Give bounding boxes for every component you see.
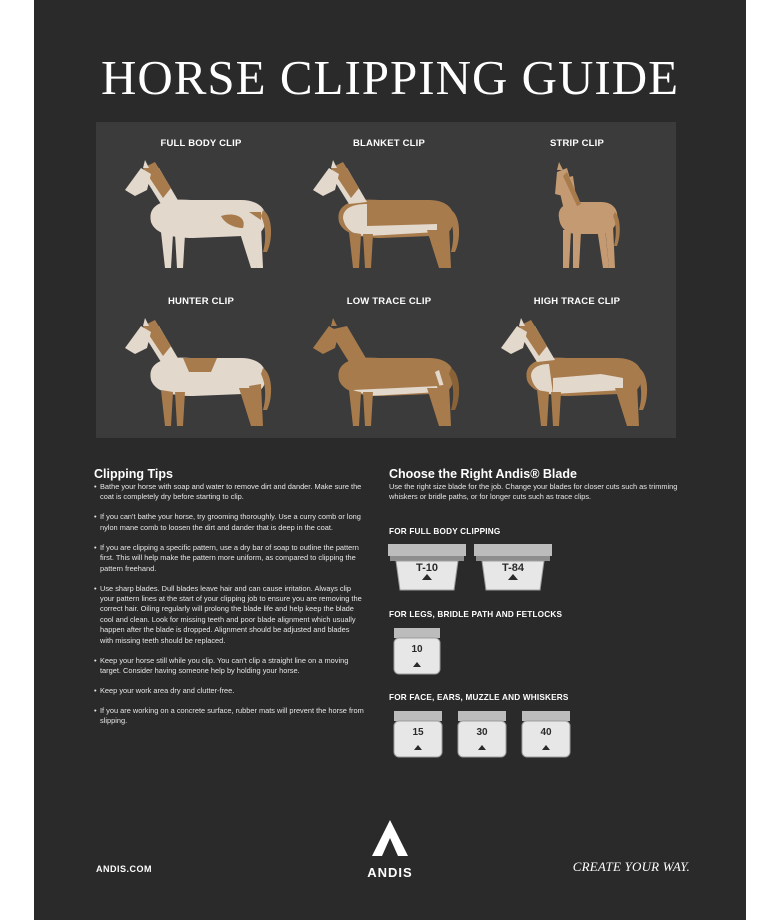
horse-full-body-illustration — [121, 154, 281, 276]
blade-t84 — [474, 541, 552, 593]
tip-item: • If you are working on a concrete surface, rubber mats will prevent the horse from slipping. — [94, 706, 364, 727]
clip-strip — [482, 138, 672, 276]
blade-t10 — [388, 541, 466, 593]
tip-item: • Keep your work area dry and clutter-free. — [94, 686, 364, 696]
clip-label: LOW TRACE CLIP — [346, 296, 432, 307]
blade-section-label: FOR FACE, EARS, MUZZLE AND WHISKERS — [389, 693, 569, 702]
andis-logo-icon — [370, 818, 410, 858]
blade-10 — [391, 626, 443, 678]
blade-code: 40 — [540, 727, 552, 738]
clip-label: HUNTER CLIP — [167, 296, 235, 307]
clip-label: HIGH TRACE CLIP — [533, 296, 621, 307]
andis-logo — [358, 818, 422, 880]
tip-item: • If you are clipping a specific pattern, use a dry bar of soap to outline the pattern first. This will help make the pattern more uniform, as compared to clipping the pattern freehand. — [94, 543, 364, 574]
blade-code: 30 — [476, 727, 488, 738]
tip-item: • Keep your horse still while you clip. You can't clip a straight line on a moving target. Consider having someone help by holding your horse. — [94, 656, 364, 677]
tip-item: • Bathe your horse with soap and water to remove dirt and dander. Make sure the coat is completely dry before starting to clip. — [94, 482, 364, 503]
clip-blanket — [294, 138, 484, 276]
blade-section-label: FOR FULL BODY CLIPPING — [389, 527, 501, 536]
clip-styles-panel — [96, 122, 676, 438]
tips-list — [94, 482, 364, 736]
blade-40 — [519, 709, 573, 761]
tips-heading: Clipping Tips — [94, 467, 173, 481]
website-link[interactable]: ANDIS.COM — [96, 864, 152, 874]
blade-heading: Choose the Right Andis® Blade — [389, 467, 577, 481]
blade-15 — [391, 709, 445, 761]
clip-high-trace — [482, 296, 672, 434]
blade-code: T-84 — [501, 562, 524, 574]
blade-section-label: FOR LEGS, BRIDLE PATH AND FETLOCKS — [389, 610, 563, 619]
clip-low-trace — [294, 296, 484, 434]
tip-item: • Use sharp blades. Dull blades leave hair and can cause irritation. Always clip your pattern lines at the start of your clipping job to ensure you are removing the correct hair. Oiling regularly will prolong the blade life and help keep the blade cool and clean. Look for missing teeth and poor blade alignment which usually happen after the blade is dropped. Alignment should be adjusted and blades with missing teeth should be replaced. — [94, 584, 364, 646]
brand-name: ANDIS — [367, 865, 413, 880]
blade-code: 10 — [411, 644, 423, 655]
blade-intro: Use the right size blade for the job. Change your blades for closer cuts such as trimming whiskers or bridle paths, or for longer cuts such as trace clips. — [389, 482, 678, 502]
horse-hunter-illustration — [121, 312, 281, 434]
clip-full-body — [106, 138, 296, 276]
page-title: HORSE CLIPPING GUIDE — [100, 50, 680, 105]
tagline: CREATE YOUR WAY. — [572, 859, 690, 874]
blade-30 — [455, 709, 509, 761]
blade-code: 15 — [412, 727, 424, 738]
horse-high-trace-illustration — [497, 312, 657, 434]
horse-strip-illustration — [497, 154, 657, 276]
clip-hunter — [106, 296, 296, 434]
horse-low-trace-illustration — [309, 312, 469, 434]
horse-blanket-illustration — [309, 154, 469, 276]
clip-label: FULL BODY CLIP — [160, 138, 242, 149]
clip-label: BLANKET CLIP — [352, 138, 426, 149]
clip-label: STRIP CLIP — [549, 138, 605, 149]
clipping-guide-poster — [34, 0, 746, 920]
tip-item: • If you can't bathe your horse, try grooming thoroughly. Use a curry comb or long nylon mane comb to loosen the dirt and dander that is deep in the coat. — [94, 512, 364, 533]
blade-code: T-10 — [415, 562, 438, 574]
